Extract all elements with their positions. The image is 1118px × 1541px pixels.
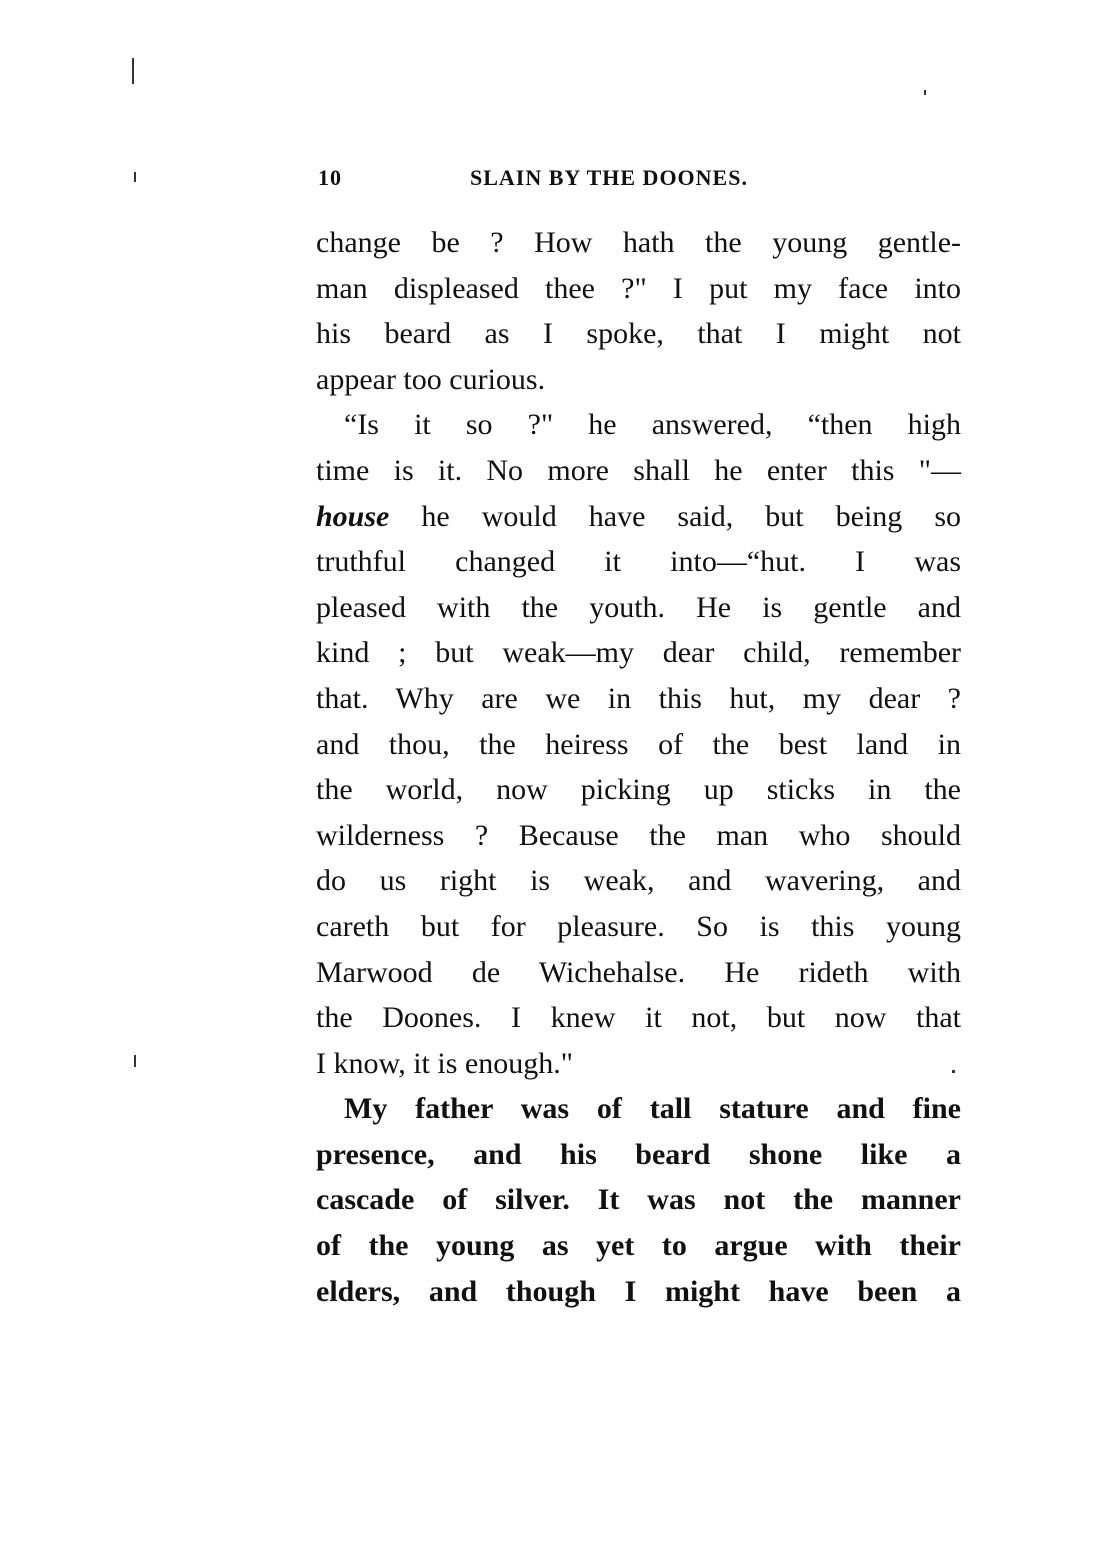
text-line: cascade of silver. It was not the manner (316, 1183, 961, 1217)
text-line-with-italic (316, 494, 961, 540)
text-line: kind ; but weak—my dear child, remember (316, 636, 961, 670)
text-line: the world, now picking up sticks in the (316, 773, 961, 807)
text-line: truthful changed it into—“hut. I was (316, 545, 961, 579)
text-line: his beard as I spoke, that I might not (316, 317, 961, 351)
text-line-rest: he would have said, but being so (421, 499, 961, 533)
scan-mark (952, 1070, 955, 1073)
paragraph-3 (316, 1086, 961, 1314)
paragraph-2 (316, 402, 961, 1086)
text-line: of the young as yet to argue with their (316, 1229, 961, 1263)
paragraph-1 (316, 220, 961, 402)
scan-mark (134, 172, 136, 182)
text-line: presence, and his beard shone like a (316, 1137, 961, 1171)
page-number: 10 (318, 165, 342, 190)
text-line: careth but for pleasure. So is this young (316, 909, 961, 943)
text-line: time is it. No more shall he enter this "— (316, 453, 961, 487)
body-text (316, 220, 961, 1314)
text-line: pleased with the youth. He is gentle and (316, 590, 961, 624)
text-line: elders, and though I might have been a (316, 1274, 961, 1308)
text-line: that. Why are we in this hut, my dear ? (316, 681, 961, 715)
text-line: wilderness ? Because the man who should (316, 818, 961, 852)
text-line: do us right is weak, and wavering, and (316, 864, 961, 898)
text-line: I know, it is enough." (316, 1046, 573, 1080)
text-line: and thou, the heiress of the best land in (316, 727, 961, 761)
text-line: Marwood de Wichehalse. He rideth with (316, 955, 961, 989)
text-line: the Doones. I knew it not, but now that (316, 1001, 961, 1035)
scan-mark (134, 1055, 136, 1067)
scan-mark (924, 90, 926, 95)
text-line: man displeased thee ?" I put my face into (316, 271, 961, 305)
text-line: “Is it so ?" he answered, “then high (344, 408, 961, 442)
page-header (318, 165, 848, 195)
italic-word: house (316, 499, 390, 533)
text-line: My father was of tall stature and fine (344, 1092, 961, 1126)
running-title: SLAIN BY THE DOONES. (470, 165, 748, 190)
scan-mark (132, 58, 134, 84)
text-line: change be ? How hath the young gentle- (316, 226, 961, 259)
text-line: appear too curious. (316, 362, 546, 396)
